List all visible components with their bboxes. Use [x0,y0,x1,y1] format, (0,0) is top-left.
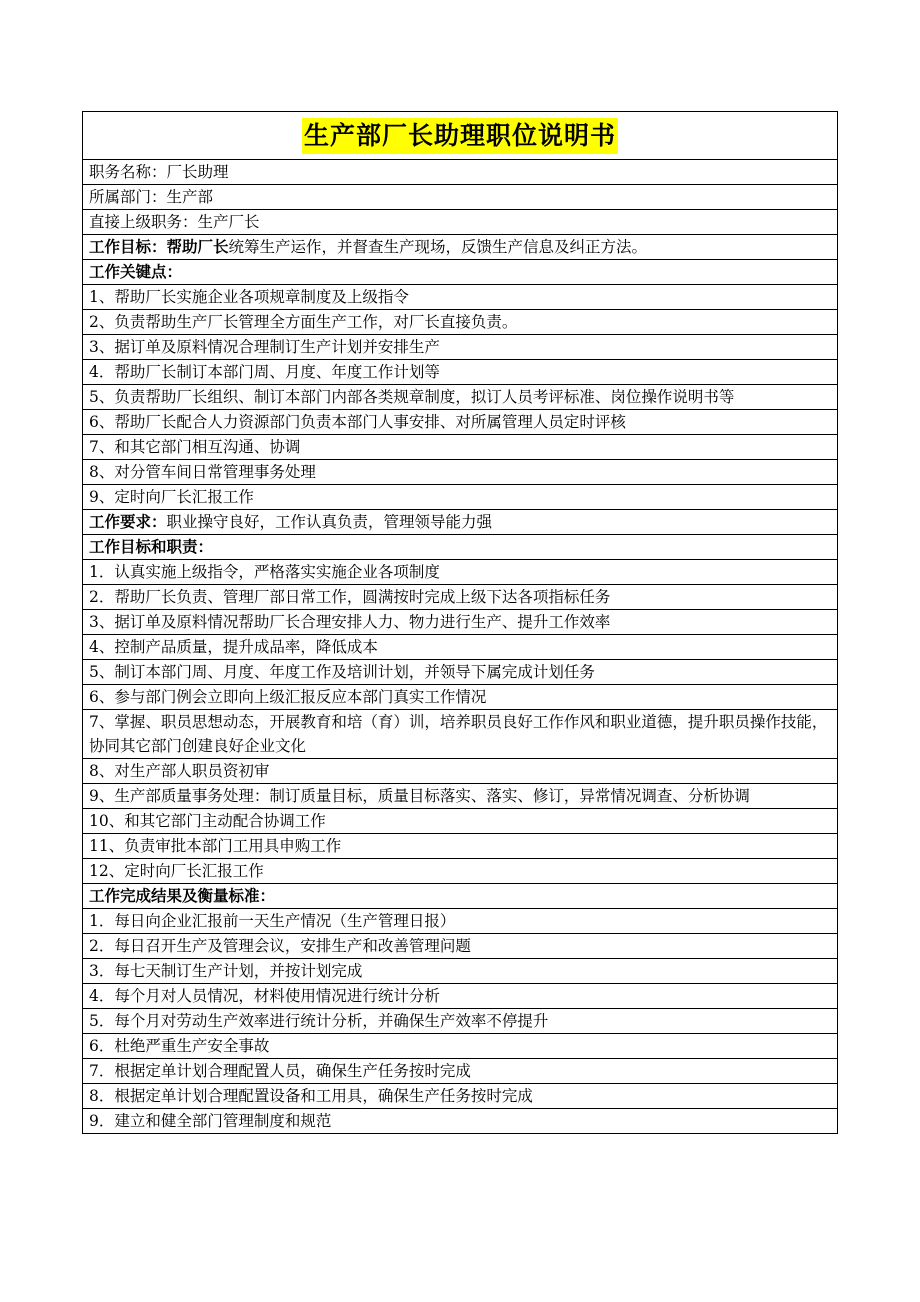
table-row [83,185,838,210]
table-row [83,959,838,984]
result-item: 4．每个月对人员情况，材料使用情况进行统计分析 [83,984,838,1009]
result-item: 5．每个月对劳动生产效率进行统计分析，并确保生产效率不停提升 [83,1009,838,1034]
table-row [83,310,838,335]
result-item: 9．建立和健全部门管理制度和规范 [83,1109,838,1134]
superior-cell: 直接上级职务：生产厂长 [83,210,838,235]
table-row [83,385,838,410]
key-point-item: 3、据订单及原料情况合理制订生产计划并安排生产 [83,335,838,360]
key-point-item: 5、负责帮助厂长组织、制订本部门内部各类规章制度，拟订人员考评标准、岗位操作说明书等 [83,385,838,410]
department-cell: 所属部门：生产部 [83,185,838,210]
table-row [83,485,838,510]
table-row [83,909,838,934]
duties-heading: 工作目标和职责： [83,535,838,560]
table-row [83,784,838,809]
table-row [83,460,838,485]
table-row [83,160,838,185]
job-name-cell: 职务名称：厂长助理 [83,160,838,185]
result-item: 1．每日向企业汇报前一天生产情况（生产管理日报） [83,909,838,934]
table-row [83,585,838,610]
table-row [83,260,838,285]
requirement-text: 职业操守良好，工作认真负责，管理领导能力强 [166,513,493,531]
table-row [83,710,838,759]
key-point-item: 4．帮助厂长制订本部门周、月度、年度工作计划等 [83,360,838,385]
table-row [83,685,838,710]
duty-item: 8、对生产部人职员资初审 [83,759,838,784]
duty-item: 11、负责审批本部门工用具申购工作 [83,834,838,859]
table-row [83,660,838,685]
goal-text: 统筹生产运作，并督查生产现场，反馈生产信息及纠正方法。 [228,238,648,256]
key-point-item: 1、帮助厂长实施企业各项规章制度及上级指令 [83,285,838,310]
goal-label: 工作目标： [89,238,167,256]
duty-item: 7、掌握、职员思想动态，开展教育和培（育）训，培养职员良好工作作风和职业道德，提升职员操作技能，协同其它部门创建良好企业文化 [83,710,838,759]
results-heading: 工作完成结果及衡量标准： [83,884,838,909]
table-row [83,984,838,1009]
table-row [83,834,838,859]
table-row [83,1009,838,1034]
requirement-cell [83,510,838,535]
duty-item: 12、定时向厂长汇报工作 [83,859,838,884]
table-row [83,759,838,784]
key-points-heading: 工作关键点： [83,260,838,285]
table-row [83,859,838,884]
key-point-item: 8、对分管车间日常管理事务处理 [83,460,838,485]
key-point-item: 9、定时向厂长汇报工作 [83,485,838,510]
goal-bold-text: 帮助厂长 [166,238,229,256]
key-point-item: 2、负责帮助生产厂长管理全方面生产工作，对厂长直接负责。 [83,310,838,335]
table-row [83,635,838,660]
job-description-table [82,111,838,1134]
table-row [83,1034,838,1059]
result-item: 7．根据定单计划合理配置人员，确保生产任务按时完成 [83,1059,838,1084]
table-row [83,360,838,385]
duty-item: 2．帮助厂长负责、管理厂部日常工作，圆满按时完成上级下达各项指标任务 [83,585,838,610]
key-point-item: 6、帮助厂长配合人力资源部门负责本部门人事安排、对所属管理人员定时评核 [83,410,838,435]
duty-item: 10、和其它部门主动配合协调工作 [83,809,838,834]
table-row [83,934,838,959]
result-item: 8．根据定单计划合理配置设备和工用具，确保生产任务按时完成 [83,1084,838,1109]
table-row [83,285,838,310]
title-cell [83,112,838,160]
result-item: 6．杜绝严重生产安全事故 [83,1034,838,1059]
document-title: 生产部厂长助理职位说明书 [302,118,618,154]
table-row [83,235,838,260]
result-item: 2．每日召开生产及管理会议，安排生产和改善管理问题 [83,934,838,959]
table-row [83,560,838,585]
table-row [83,1084,838,1109]
table-row [83,210,838,235]
table-row [83,535,838,560]
key-point-item: 7、和其它部门相互沟通、协调 [83,435,838,460]
table-row [83,410,838,435]
table-row [83,335,838,360]
duty-item: 4、控制产品质量，提升成品率，降低成本 [83,635,838,660]
duty-item: 5、制订本部门周、月度、年度工作及培训计划，并领导下属完成计划任务 [83,660,838,685]
table-row [83,809,838,834]
table-row [83,510,838,535]
table-row [83,884,838,909]
table-row [83,610,838,635]
duty-item: 1．认真实施上级指令，严格落实实施企业各项制度 [83,560,838,585]
goal-cell [83,235,838,260]
table-row [83,1109,838,1134]
result-item: 3．每七天制订生产计划，并按计划完成 [83,959,838,984]
duty-item: 6、参与部门例会立即向上级汇报反应本部门真实工作情况 [83,685,838,710]
title-row [83,112,838,160]
duty-item: 3、据订单及原料情况帮助厂长合理安排人力、物力进行生产、提升工作效率 [83,610,838,635]
table-row [83,435,838,460]
requirement-label: 工作要求： [89,513,167,531]
table-row [83,1059,838,1084]
duty-item: 9、生产部质量事务处理：制订质量目标，质量目标落实、落实、修订，异常情况调查、分析协调 [83,784,838,809]
